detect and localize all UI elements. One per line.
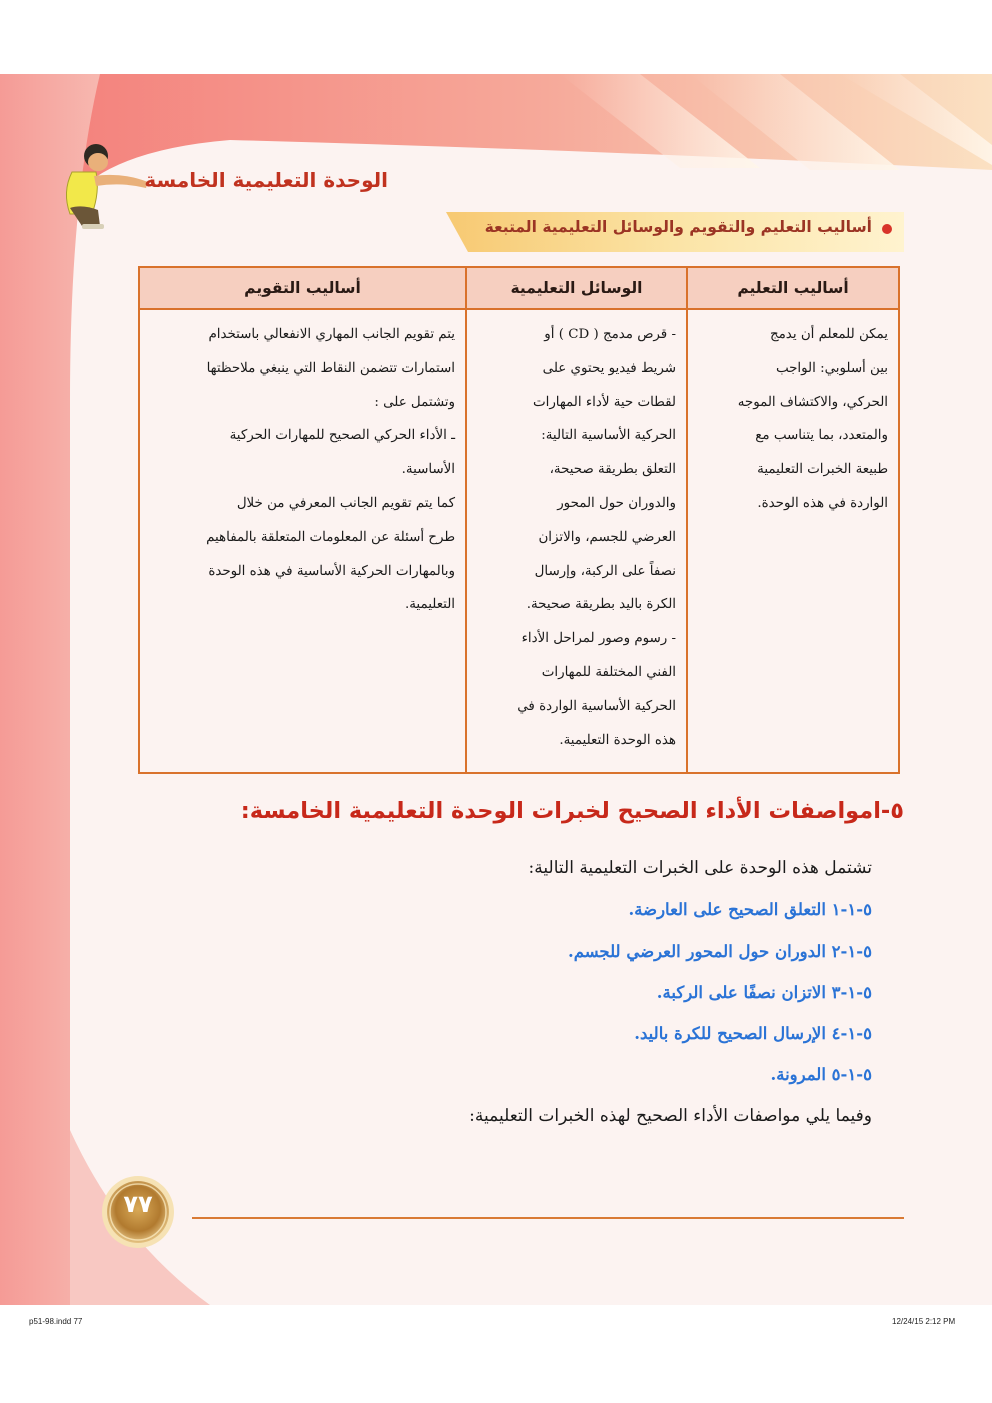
- unit-title: الوحدة التعليمية الخامسة: [144, 168, 388, 192]
- header-teaching-aids: الوسائل التعليمية: [466, 267, 687, 309]
- print-date-info: 12/24/15 2:12 PM: [892, 1317, 956, 1326]
- experience-item: ٥-١-٤ الإرسال الصحيح للكرة باليد.: [634, 1024, 872, 1043]
- experience-item: ٥-١-٢ الدوران حول المحور العرضي للجسم.: [567, 942, 872, 961]
- specs-heading: ٥-امواصفات الأداء الصحيح لخبرات الوحدة التعليمية الخامسة:: [240, 798, 904, 824]
- cell-line: نصفاً على الركبة، وإرسال: [534, 563, 676, 579]
- table-row: [139, 309, 899, 773]
- cell-line: ـ الأداء الحركي الصحيح للمهارات الحركية: [229, 428, 455, 444]
- cell-line: هذه الوحدة التعليمية.: [559, 732, 676, 748]
- cell-line: طرح أسئلة عن المعلومات المتعلقة بالمفاهيم: [206, 529, 455, 545]
- cell-line: الحركية الأساسية الواردة في: [517, 698, 676, 714]
- methods-table: [138, 266, 900, 774]
- cell-line: طبيعة الخبرات التعليمية: [757, 462, 888, 478]
- section-bullet-icon: [882, 224, 892, 234]
- cell-line: وتشتمل على :: [374, 394, 455, 410]
- cell-line: الحركي، والاكتشاف الموجه: [737, 394, 888, 410]
- header-evaluation-methods: أساليب التقويم: [139, 267, 466, 309]
- cell-line: لقطات حية لأداء المهارات: [533, 394, 676, 410]
- experience-item: ٥-١-٥ المرونة.: [770, 1065, 872, 1084]
- cell-line: الحركية الأساسية التالية:: [541, 428, 676, 444]
- specs-closing: وفيما يلي مواصفات الأداء الصحيح لهذه الخبرات التعليمية:: [469, 1106, 872, 1126]
- cell-line: يتم تقويم الجانب المهاري الانفعالي باستخدام: [208, 327, 455, 342]
- experience-item: ٥-١-٣ الاتزان نصفًا على الركبة.: [656, 983, 872, 1002]
- cell-line: وبالمهارات الحركية الأساسية في هذه الوحدة: [208, 563, 455, 579]
- cell-line: - قرص مدمج ( CD ) أو: [544, 327, 676, 342]
- cell-line: الأساسية.: [401, 462, 455, 478]
- cell-line: الكرة باليد بطريقة صحيحة.: [526, 597, 676, 613]
- cell-line: يمكن للمعلم أن يدمج: [769, 327, 888, 342]
- header-teaching-methods: أساليب التعليم: [687, 267, 899, 309]
- cell-line: استمارات تتضمن النقاط التي ينبغي ملاحظتها: [206, 360, 455, 376]
- teaching-aids-cell: [466, 309, 687, 773]
- table-header-row: [139, 267, 899, 309]
- cell-line: - رسوم وصور لمراحل الأداء: [521, 631, 676, 647]
- specs-intro: تشتمل هذه الوحدة على الخبرات التعليمية التالية:: [528, 858, 872, 878]
- cell-line: والدوران حول المحور: [557, 495, 676, 511]
- cell-line: الواردة في هذه الوحدة.: [757, 495, 888, 511]
- cell-line: التعلق بطريقة صحيحة،: [549, 462, 676, 478]
- experience-item: ٥-١-١ التعلق الصحيح على العارضة.: [628, 900, 872, 919]
- print-file-info: p51-98.indd 77: [29, 1317, 83, 1326]
- cell-line: والمتعدد، بما يتناسب مع: [755, 428, 888, 444]
- cell-line: الفني المختلفة للمهارات: [541, 664, 676, 680]
- page-number: ٧٧: [123, 1190, 153, 1218]
- cell-line: بين أسلوبي: الواجب: [775, 360, 888, 376]
- section-title: أساليب التعليم والتقويم والوسائل التعليمية المتبعة: [484, 218, 872, 236]
- evaluation-methods-cell: [139, 309, 466, 773]
- cell-line: كما يتم تقويم الجانب المعرفي من خلال: [236, 495, 455, 511]
- cell-line: التعليمية.: [405, 597, 455, 613]
- footer-rule: [192, 1217, 904, 1219]
- teaching-methods-cell: [687, 309, 899, 773]
- cell-line: شريط فيديو يحتوي على: [542, 360, 676, 376]
- cell-line: العرضي للجسم، والاتزان: [538, 529, 676, 545]
